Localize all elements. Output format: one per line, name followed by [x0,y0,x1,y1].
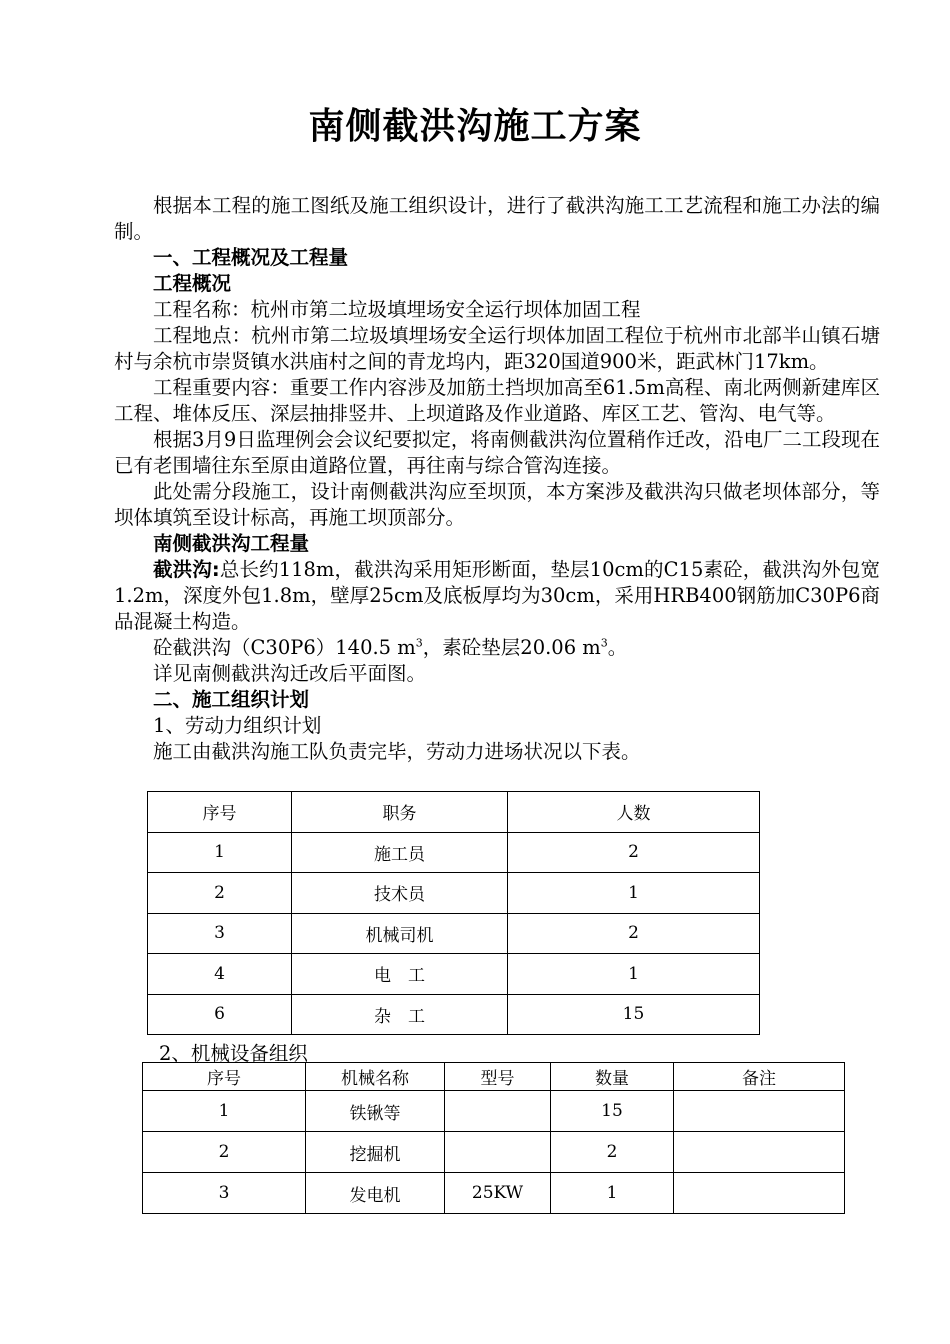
table-cell [445,1132,551,1173]
section-heading-1: 一、工程概况及工程量 [153,246,349,269]
subsection-heading-overview: 工程概况 [153,272,232,295]
table-cell: 施工员 [292,832,508,873]
equipment-plan-heading: 2、机械设备组织 [159,1042,308,1065]
equipment-table [142,1062,845,1214]
table-cell: 3 [148,913,292,954]
ditch-spec-paragraph [114,557,880,635]
header-cell: 人数 [508,792,760,833]
table-header-row [148,792,760,833]
labor-description: 施工由截洪沟施工队负责完毕，劳动力进场状况以下表。 [153,740,641,763]
table-cell: 发电机 [306,1173,445,1214]
ditch-label: 截洪沟: [153,558,220,581]
table-row [148,954,760,995]
superscript-3: 3 [600,636,608,650]
project-content-paragraph: 工程重要内容：重要工作内容涉及加筋土挡坝加高至61.5m高程、南北两侧新建库区工程、堆体反压、深层抽排竖井、上坝道路及作业道路、库区工艺、管沟、电气等。 [114,376,880,425]
table-row [148,994,760,1035]
table-cell [674,1132,845,1173]
document-body [114,193,880,765]
table-cell: 机械司机 [292,913,508,954]
table-cell: 挖掘机 [306,1132,445,1173]
table-cell: 3 [143,1173,306,1214]
table-row [143,1091,845,1132]
table-row [148,913,760,954]
table-cell: 1 [551,1173,674,1214]
header-cell: 序号 [143,1063,306,1091]
table-cell: 2 [551,1132,674,1173]
table-header-row [143,1063,845,1091]
superscript-3: 3 [415,636,423,650]
volume-text-a: 砼截洪沟（C30P6）140.5 m [153,636,416,659]
volume-text-c: 。 [607,636,628,659]
ditch-spec-text: 总长约118m，截洪沟采用矩形断面，垫层10cm的C15素砼，截洪沟外包宽1.2m，深度外包1.8m，壁厚25cm及底板厚均为30cm，采用HRB400钢筋加C30P6商品混凝土构造。 [114,558,880,633]
table-cell: 2 [143,1132,306,1173]
table-cell: 15 [551,1091,674,1132]
header-cell: 型号 [445,1063,551,1091]
table-cell: 1 [143,1091,306,1132]
intro-paragraph: 根据本工程的施工图纸及施工组织设计，进行了截洪沟施工工艺流程和施工办法的编制。 [114,194,880,243]
table-cell: 铁锹等 [306,1091,445,1132]
table-cell: 杂 工 [292,994,508,1035]
header-cell: 数量 [551,1063,674,1091]
table-row [148,832,760,873]
volume-paragraph [114,635,880,661]
meeting-paragraph: 根据3月9日监理例会会议纪要拟定，将南侧截洪沟位置稍作迁改，沿电厂二工段现在已有老围墙往东至原由道路位置，再往南与综合管沟连接。 [114,428,880,477]
subsection-heading-quantity: 南侧截洪沟工程量 [153,532,310,555]
volume-text-b: ，素砼垫层20.06 m [422,636,601,659]
header-cell: 备注 [674,1063,845,1091]
table-cell [674,1091,845,1132]
table-row [143,1132,845,1173]
table-cell: 1 [148,832,292,873]
table-cell [674,1173,845,1214]
table-cell: 1 [508,873,760,914]
see-drawing-paragraph: 详见南侧截洪沟迁改后平面图。 [153,662,427,685]
document-title: 南侧截洪沟施工方案 [308,106,642,147]
project-location-paragraph: 工程地点：杭州市第二垃圾填埋场安全运行坝体加固工程位于杭州市北部半山镇石塘村与余杭市崇贤镇水洪庙村之间的青龙坞内，距320国道900米，距武林门17km。 [114,324,880,373]
table-cell: 4 [148,954,292,995]
table-cell: 25KW [445,1173,551,1214]
table-cell: 2 [508,832,760,873]
section-heading-2: 二、施工组织计划 [153,688,310,711]
table-cell [445,1091,551,1132]
table-row [148,873,760,914]
table-cell: 15 [508,994,760,1035]
header-cell: 机械名称 [306,1063,445,1091]
phased-construction-paragraph: 此处需分段施工，设计南侧截洪沟应至坝顶，本方案涉及截洪沟只做老坝体部分，等坝体填筑至设计标高，再施工坝顶部分。 [114,480,880,529]
table-cell: 技术员 [292,873,508,914]
labor-plan-heading: 1、劳动力组织计划 [153,714,322,737]
table-cell: 1 [508,954,760,995]
project-name-paragraph: 工程名称：杭州市第二垃圾填埋场安全运行坝体加固工程 [153,298,641,321]
table-cell: 2 [148,873,292,914]
table-row [143,1173,845,1214]
header-cell: 序号 [148,792,292,833]
table-cell: 6 [148,994,292,1035]
header-cell: 职务 [292,792,508,833]
labor-table [147,791,760,1035]
table-cell: 2 [508,913,760,954]
table-cell: 电 工 [292,954,508,995]
